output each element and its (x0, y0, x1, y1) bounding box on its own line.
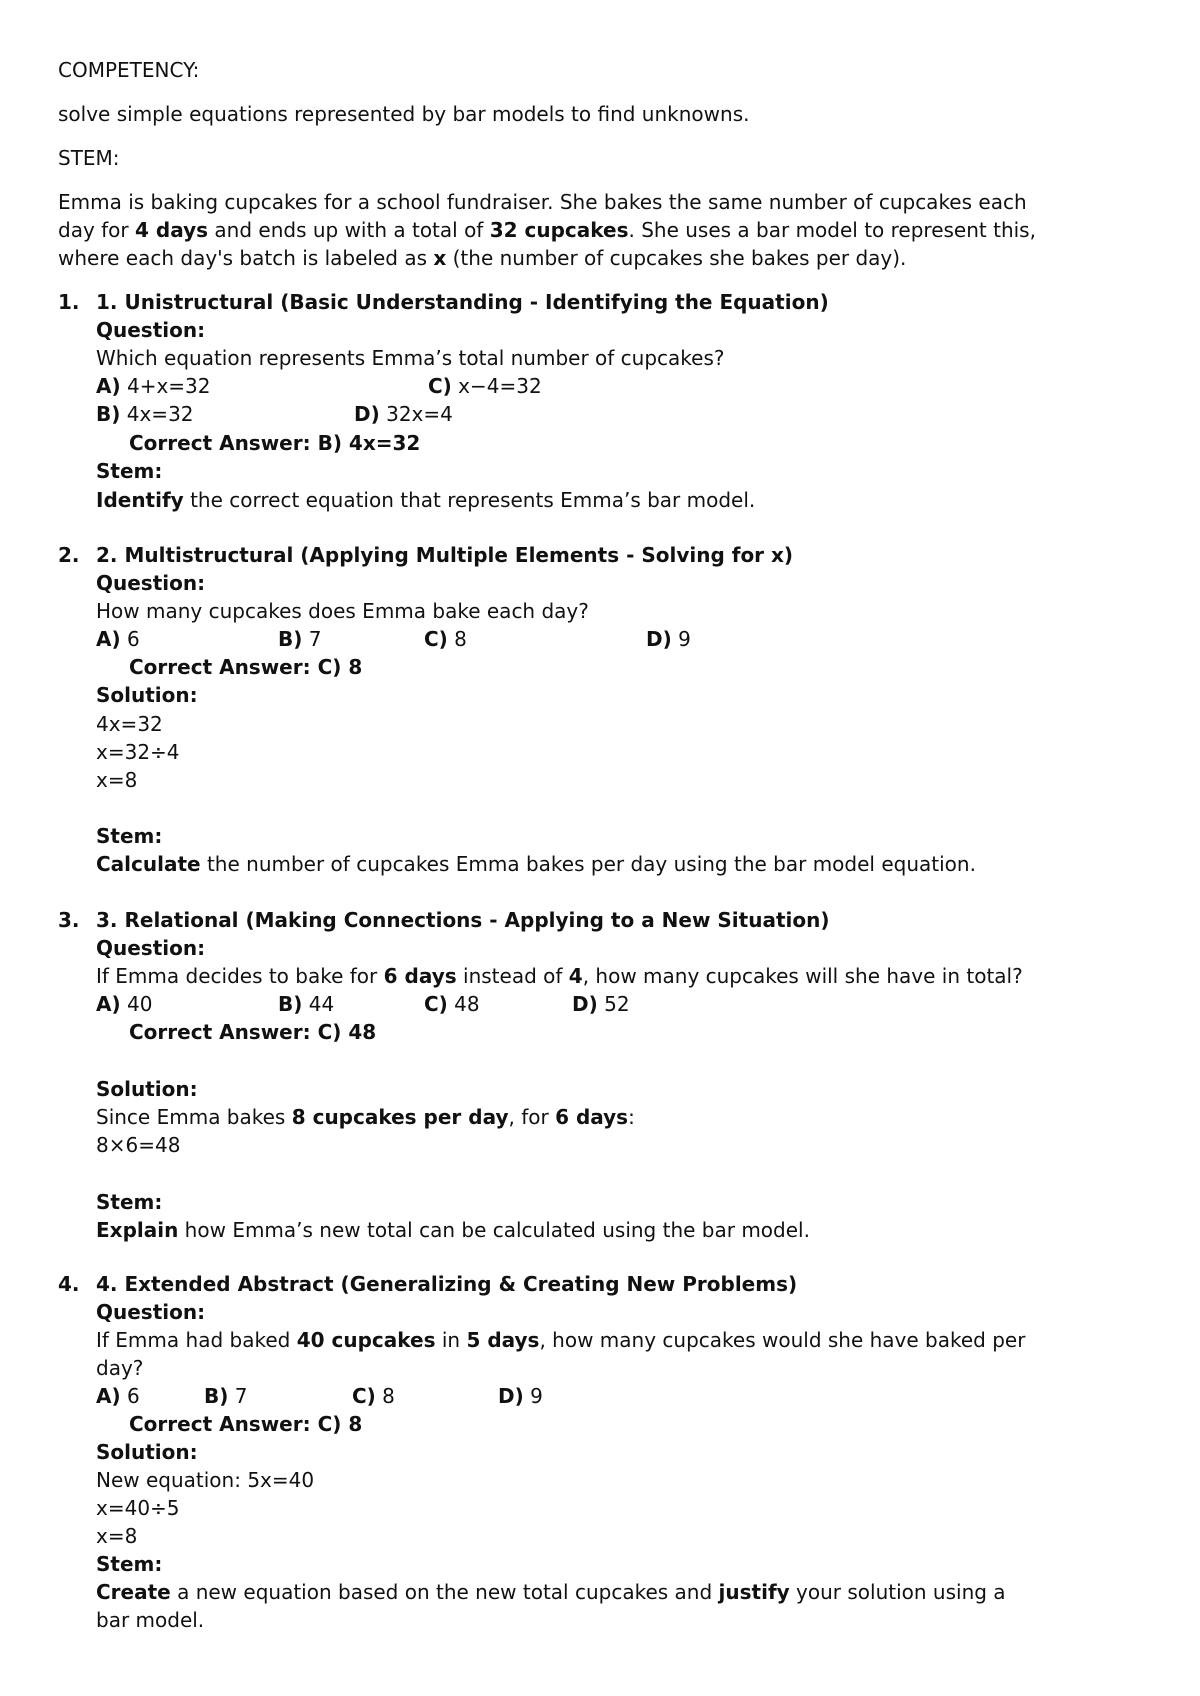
question-label: Question: (96, 318, 206, 342)
stem-label: Stem: (96, 1190, 163, 1214)
solution-step: Since Emma bakes 8 cupcakes per day, for 6 days: (96, 1105, 635, 1129)
stem-heading: STEM: (58, 146, 120, 170)
option-b: B) 7 (278, 627, 322, 651)
question-title: 1. Unistructural (Basic Understanding - Identifying the Equation) (96, 290, 829, 314)
stem-text: Create a new equation based on the new total cupcakes and justify your solution using a (96, 1580, 1006, 1604)
option-c: C) 8 (424, 627, 467, 651)
list-number: 1. (58, 290, 80, 314)
competency-text: solve simple equations represented by bar models to find unknowns. (58, 102, 750, 126)
stem-label: Stem: (96, 824, 163, 848)
option-a: A) 4+x=32 (96, 374, 211, 398)
question-title: 2. Multistructural (Applying Multiple Elements - Solving for x) (96, 543, 794, 567)
correct-answer: Correct Answer: C) 48 (129, 1020, 377, 1044)
option-c: C) x−4=32 (428, 374, 542, 398)
solution-label: Solution: (96, 683, 198, 707)
list-number: 2. (58, 543, 80, 567)
stem-label: Stem: (96, 1552, 163, 1576)
correct-answer: Correct Answer: C) 8 (129, 1412, 363, 1436)
option-b: B) 44 (278, 992, 335, 1016)
solution-step: x=8 (96, 1524, 138, 1548)
stem-text: Identify the correct equation that represents Emma’s bar model. (96, 488, 756, 512)
option-a: A) 6 (96, 627, 140, 651)
option-d: D) 52 (572, 992, 630, 1016)
option-b: B) 7 (204, 1384, 248, 1408)
option-b: B) 4x=32 (96, 402, 194, 426)
correct-answer: Correct Answer: C) 8 (129, 655, 363, 679)
solution-step: x=8 (96, 768, 138, 792)
solution-step: 8×6=48 (96, 1133, 181, 1157)
list-number: 4. (58, 1272, 80, 1296)
correct-answer: Correct Answer: B) 4x=32 (129, 431, 421, 455)
option-d: D) 9 (646, 627, 691, 651)
stem-text-cont: bar model. (96, 1608, 205, 1632)
solution-step: x=40÷5 (96, 1496, 180, 1520)
question-text-cont: day? (96, 1356, 144, 1380)
question-title: 3. Relational (Making Connections - Applying to a New Situation) (96, 908, 830, 932)
option-a: A) 6 (96, 1384, 140, 1408)
stem-label: Stem: (96, 459, 163, 483)
solution-label: Solution: (96, 1440, 198, 1464)
question-text: How many cupcakes does Emma bake each day? (96, 599, 589, 623)
question-title: 4. Extended Abstract (Generalizing & Creating New Problems) (96, 1272, 798, 1296)
competency-heading: COMPETENCY: (58, 58, 200, 82)
question-label: Question: (96, 571, 206, 595)
solution-step: x=32÷4 (96, 740, 180, 764)
question-text: Which equation represents Emma’s total number of cupcakes? (96, 346, 725, 370)
question-label: Question: (96, 1300, 206, 1324)
intro-line-3: where each day's batch is labeled as x (the number of cupcakes she bakes per day). (58, 246, 907, 270)
question-text: If Emma had baked 40 cupcakes in 5 days, how many cupcakes would she have baked per (96, 1328, 1026, 1352)
question-text: If Emma decides to bake for 6 days instead of 4, how many cupcakes will she have in total? (96, 964, 1023, 988)
solution-step: 4x=32 (96, 712, 163, 736)
option-c: C) 8 (352, 1384, 395, 1408)
option-c: C) 48 (424, 992, 480, 1016)
solution-step: New equation: 5x=40 (96, 1468, 315, 1492)
solution-label: Solution: (96, 1077, 198, 1101)
list-number: 3. (58, 908, 80, 932)
option-a: A) 40 (96, 992, 153, 1016)
intro-line-1: Emma is baking cupcakes for a school fundraiser. She bakes the same number of cupcakes each (58, 190, 1027, 214)
option-d: D) 9 (498, 1384, 543, 1408)
stem-text: Calculate the number of cupcakes Emma bakes per day using the bar model equation. (96, 852, 976, 876)
stem-text: Explain how Emma’s new total can be calculated using the bar model. (96, 1218, 810, 1242)
question-label: Question: (96, 936, 206, 960)
intro-line-2: day for 4 days and ends up with a total of 32 cupcakes. She uses a bar model to represent this, (58, 218, 1036, 242)
option-d: D) 32x=4 (354, 402, 453, 426)
